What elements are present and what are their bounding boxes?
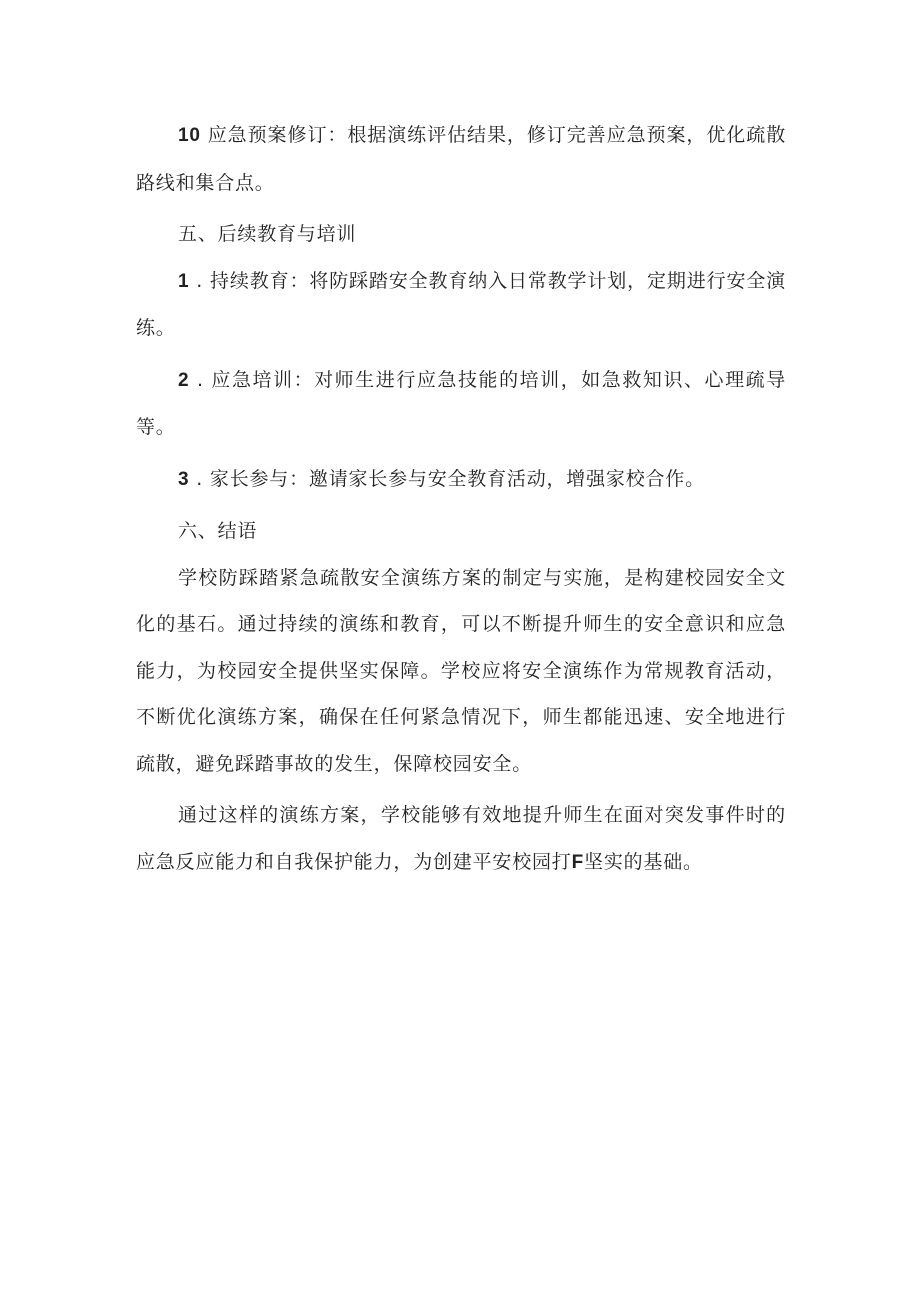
section-5-item-3 xyxy=(136,456,786,504)
item-text: . 应急培训：对师生进行应急技能的培训，如急救知识、心理疏导等。 xyxy=(136,368,786,438)
section-5-item-1 xyxy=(136,258,786,352)
bold-letter: F xyxy=(571,851,585,873)
section-6-heading: 六、结语 xyxy=(178,520,258,542)
conclusion-paragraph-2 xyxy=(136,792,786,886)
item-number: 10 xyxy=(178,125,201,146)
item-number: 2 xyxy=(178,369,190,391)
item-text: . 家长参与：邀请家长参与安全教育活动，增强家校合作。 xyxy=(189,467,705,490)
section-5-heading: 五、后续教育与培训 xyxy=(178,223,357,245)
conclusion-paragraph-1: 学校防踩踏紧急疏散安全演练方案的制定与实施，是构建校园安全文化的基石。通过持续的演练和教育，可以不断提升师生的安全意识和应急能力，为校园安全提供坚实保障。学校应将安全演练作为常规教育活动，不断优化演练方案，确保在任何紧急情况下，师生都能迅速、安全地进行疏散，避免踩踏事故的发生，保障校园安全。 xyxy=(136,566,786,775)
item-number: 1 xyxy=(178,270,190,292)
item-text: 应急预案修订：根据演练评估结果，修订完善应急预案，优化疏散路线和集合点。 xyxy=(136,124,786,194)
paragraph-text-end: 坚实的基础。 xyxy=(584,850,703,873)
document-body xyxy=(136,112,786,886)
item-number: 3 xyxy=(178,468,190,490)
paragraph-text-start: 通过这样的演练方案，学校能够有效地提升师生在面对突发事件时的应急反应能力和自我保护能力，为创建平安校园打 xyxy=(136,804,786,873)
item-10-emergency-plan-revision xyxy=(136,112,786,206)
section-5-item-2 xyxy=(136,357,786,451)
item-text: . 持续教育：将防踩踏安全教育纳入日常教学计划，定期进行安全演练。 xyxy=(136,269,786,339)
